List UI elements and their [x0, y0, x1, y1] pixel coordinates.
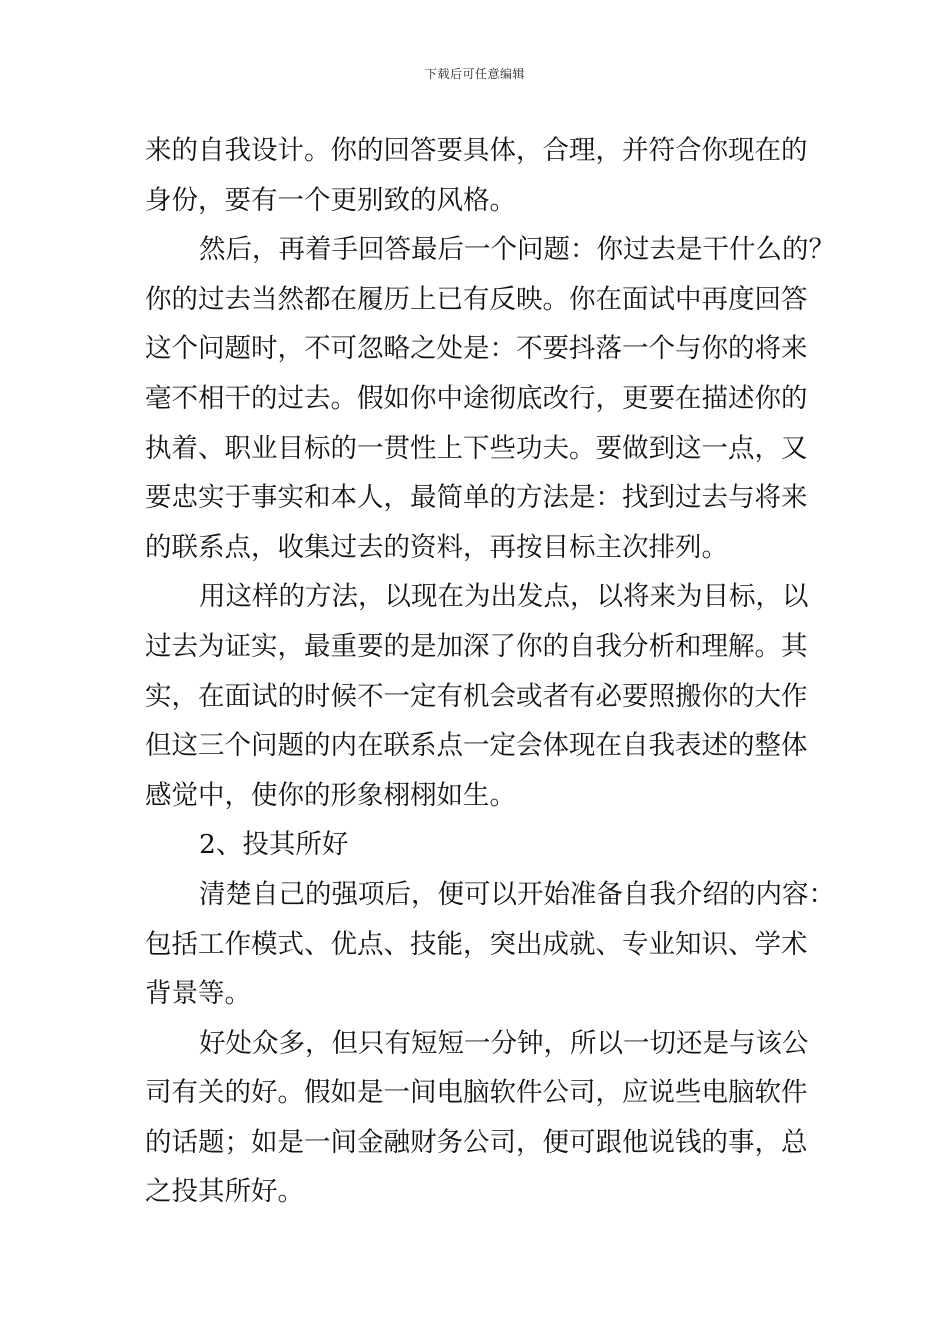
text-line: 要忠实于事实和本人，最简单的方法是：找到过去与将来	[145, 482, 808, 514]
text-line: 但这三个问题的内在联系点一定会体现在自我表述的整体	[145, 730, 808, 762]
text-line: 来的自我设计。你的回答要具体，合理，并符合你现在的	[145, 135, 808, 166]
section-heading: 2、投其所好	[199, 829, 349, 861]
document-body	[145, 126, 835, 1217]
text-line: 的话题；如是一间金融财务公司，便可跟他说钱的事，总	[145, 1126, 808, 1158]
text-line: 身份，要有一个更别致的风格。	[145, 184, 516, 216]
text-line: 好处众多，但只有短短一分钟，所以一切还是与该公	[199, 1027, 809, 1059]
text-line: 背景等。	[145, 978, 251, 1010]
text-line: 然后，再着手回答最后一个问题：你过去是干什么的？	[199, 234, 835, 266]
text-line: 这个问题时，不可忽略之处是：不要抖落一个与你的将来	[145, 333, 808, 365]
text-line: 过去为证实，最重要的是加深了你的自我分析和理解。其	[145, 630, 808, 662]
text-line: 毫不相干的过去。假如你中途彻底改行，更要在描述你的	[145, 382, 808, 414]
text-line: 用这样的方法，以现在为出发点，以将来为目标，以	[199, 581, 809, 613]
text-line: 你的过去当然都在履历上已有反映。你在面试中再度回答	[145, 283, 808, 315]
text-line: 之投其所好。	[145, 1176, 304, 1208]
text-line: 司有关的好。假如是一间电脑软件公司，应说些电脑软件	[145, 1077, 808, 1109]
text-line: 包括工作模式、优点、技能，突出成就、专业知识、学术	[145, 928, 808, 960]
text-line: 的联系点，收集过去的资料，再按目标主次排列。	[145, 531, 728, 563]
page-header: 下载后可任意编辑	[424, 67, 525, 81]
text-line: 执着、职业目标的一贯性上下些功夫。要做到这一点，又	[145, 432, 808, 464]
text-line: 清楚自己的强项后，便可以开始准备自我介绍的内容：	[199, 878, 835, 910]
text-line: 感觉中，使你的形象栩栩如生。	[145, 779, 516, 811]
text-line: 实，在面试的时候不一定有机会或者有必要照搬你的大作	[145, 680, 808, 712]
